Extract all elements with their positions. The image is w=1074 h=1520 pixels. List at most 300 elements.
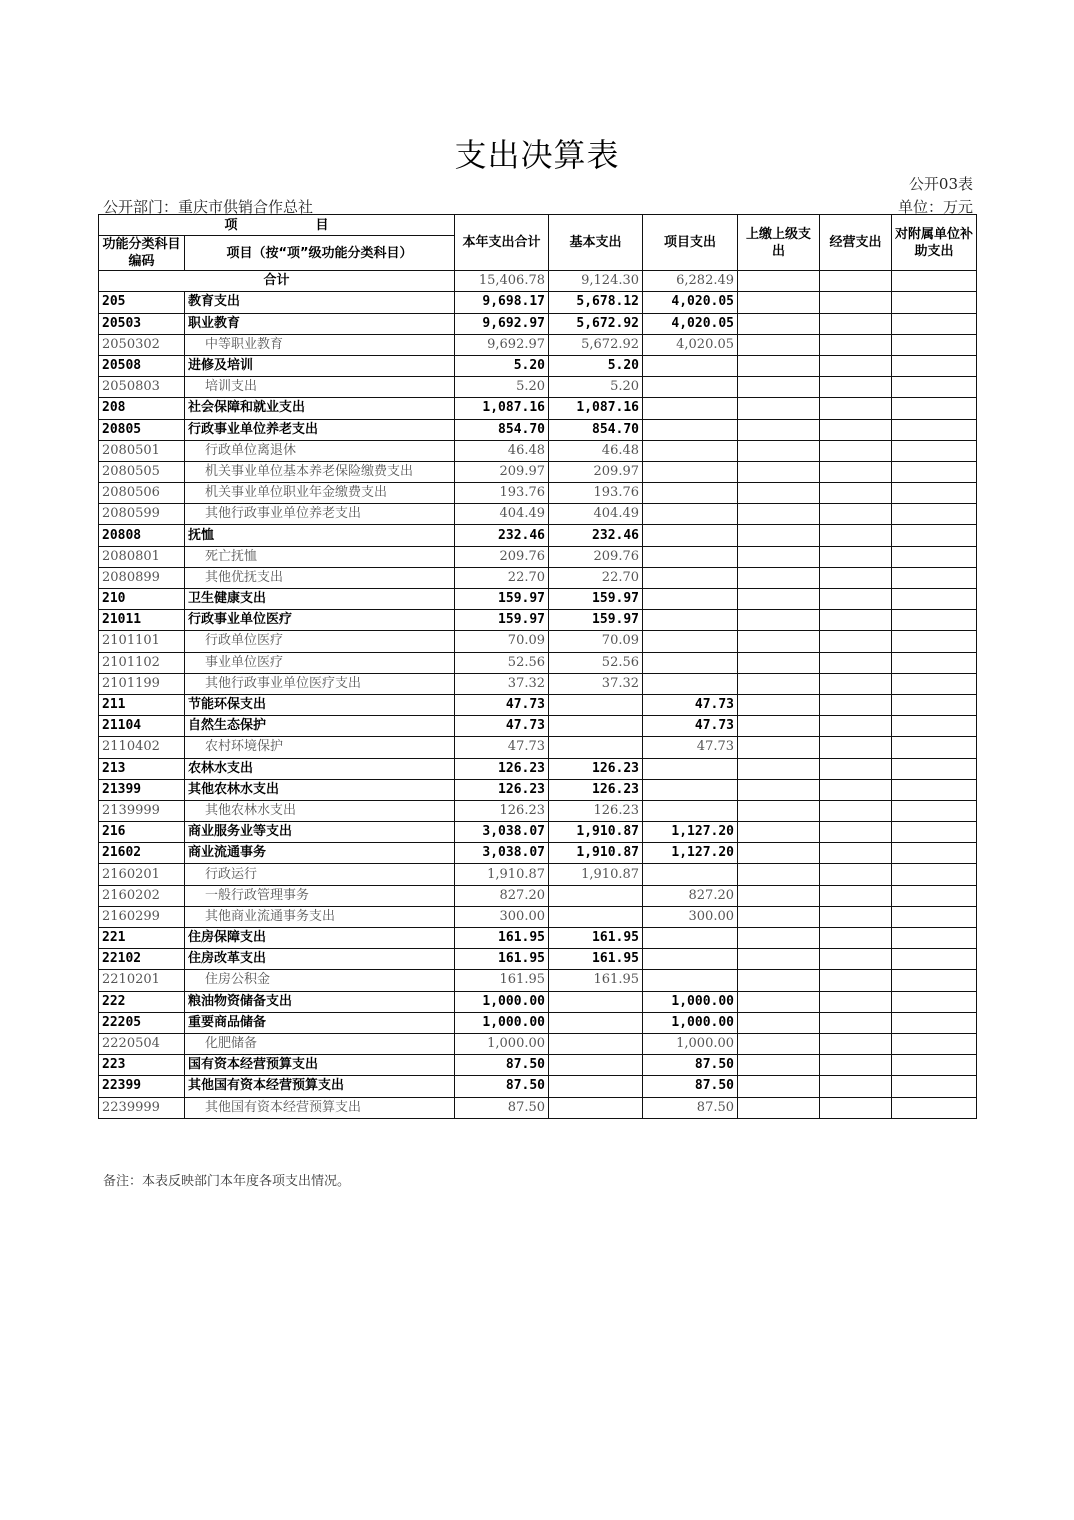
row-name: 其他商业流通事务支出 <box>185 906 455 927</box>
row-project: 87.50 <box>643 1097 738 1118</box>
row-name: 抚恤 <box>185 525 455 546</box>
row-upper <box>738 652 820 673</box>
row-total: 47.73 <box>455 716 549 737</box>
row-name: 中等职业教育 <box>185 334 455 355</box>
row-business <box>820 652 892 673</box>
row-subsidy <box>892 334 977 355</box>
row-subsidy <box>892 885 977 906</box>
row-subsidy <box>892 716 977 737</box>
table-row <box>99 716 977 737</box>
row-name: 死亡抚恤 <box>185 546 455 567</box>
row-code: 222 <box>99 991 185 1012</box>
row-subsidy <box>892 292 977 313</box>
row-total: 1,000.00 <box>455 991 549 1012</box>
total-total: 15,406.78 <box>455 271 549 292</box>
row-name: 农林水支出 <box>185 758 455 779</box>
row-subsidy <box>892 928 977 949</box>
row-project: 300.00 <box>643 906 738 927</box>
row-project <box>643 419 738 440</box>
row-business <box>820 1097 892 1118</box>
row-name: 行政事业单位养老支出 <box>185 419 455 440</box>
row-upper <box>738 355 820 376</box>
row-business <box>820 313 892 334</box>
row-name: 其他优抚支出 <box>185 567 455 588</box>
row-total: 1,087.16 <box>455 398 549 419</box>
row-code: 20508 <box>99 355 185 376</box>
row-upper <box>738 1033 820 1054</box>
row-name: 其他行政事业单位医疗支出 <box>185 673 455 694</box>
row-total: 87.50 <box>455 1097 549 1118</box>
row-basic <box>549 1055 643 1076</box>
row-project <box>643 949 738 970</box>
row-upper <box>738 864 820 885</box>
row-project <box>643 504 738 525</box>
row-total: 5.20 <box>455 377 549 398</box>
row-name: 一般行政管理事务 <box>185 885 455 906</box>
row-basic <box>549 694 643 715</box>
row-basic <box>549 1076 643 1097</box>
row-business <box>820 800 892 821</box>
row-code: 22102 <box>99 949 185 970</box>
row-code: 211 <box>99 694 185 715</box>
row-name: 农村环境保护 <box>185 737 455 758</box>
row-basic: 5,672.92 <box>549 313 643 334</box>
row-project: 47.73 <box>643 737 738 758</box>
table-row <box>99 1076 977 1097</box>
row-total: 47.73 <box>455 737 549 758</box>
row-business <box>820 504 892 525</box>
row-code: 20805 <box>99 419 185 440</box>
table-row <box>99 419 977 440</box>
row-subsidy <box>892 864 977 885</box>
row-upper <box>738 906 820 927</box>
row-name: 社会保障和就业支出 <box>185 398 455 419</box>
row-business <box>820 906 892 927</box>
row-subsidy <box>892 589 977 610</box>
row-total: 70.09 <box>455 631 549 652</box>
row-code: 208 <box>99 398 185 419</box>
row-basic: 22.70 <box>549 567 643 588</box>
row-subsidy <box>892 906 977 927</box>
row-name: 其他农林水支出 <box>185 779 455 800</box>
row-upper <box>738 970 820 991</box>
row-name: 商业服务业等支出 <box>185 822 455 843</box>
row-basic: 1,910.87 <box>549 864 643 885</box>
row-project <box>643 779 738 800</box>
row-business <box>820 377 892 398</box>
row-basic: 5,672.92 <box>549 334 643 355</box>
row-code: 2050302 <box>99 334 185 355</box>
row-basic <box>549 885 643 906</box>
row-basic <box>549 1033 643 1054</box>
row-project <box>643 970 738 991</box>
row-code: 2101102 <box>99 652 185 673</box>
table-row <box>99 970 977 991</box>
row-basic: 404.49 <box>549 504 643 525</box>
row-business <box>820 610 892 631</box>
row-business <box>820 1076 892 1097</box>
row-business <box>820 716 892 737</box>
header-subsidy: 对附属单位补助支出 <box>892 215 977 271</box>
row-business <box>820 694 892 715</box>
table-row <box>99 377 977 398</box>
row-project: 4,020.05 <box>643 334 738 355</box>
row-basic: 5,678.12 <box>549 292 643 313</box>
row-upper <box>738 843 820 864</box>
header-business: 经营支出 <box>820 215 892 271</box>
row-subsidy <box>892 398 977 419</box>
row-business <box>820 1012 892 1033</box>
row-upper <box>738 292 820 313</box>
row-subsidy <box>892 694 977 715</box>
row-project: 1,127.20 <box>643 843 738 864</box>
table-row <box>99 567 977 588</box>
row-upper <box>738 313 820 334</box>
row-business <box>820 292 892 313</box>
row-basic: 161.95 <box>549 949 643 970</box>
total-business <box>820 271 892 292</box>
row-code: 21602 <box>99 843 185 864</box>
row-subsidy <box>892 970 977 991</box>
row-code: 205 <box>99 292 185 313</box>
row-project: 1,127.20 <box>643 822 738 843</box>
row-basic: 1,910.87 <box>549 843 643 864</box>
row-subsidy <box>892 504 977 525</box>
row-project <box>643 355 738 376</box>
row-subsidy <box>892 419 977 440</box>
table-row <box>99 334 977 355</box>
row-basic: 5.20 <box>549 355 643 376</box>
row-name: 卫生健康支出 <box>185 589 455 610</box>
row-name: 重要商品储备 <box>185 1012 455 1033</box>
row-name: 节能环保支出 <box>185 694 455 715</box>
row-upper <box>738 440 820 461</box>
row-business <box>820 419 892 440</box>
row-business <box>820 355 892 376</box>
row-basic: 159.97 <box>549 610 643 631</box>
row-business <box>820 398 892 419</box>
row-business <box>820 546 892 567</box>
row-code: 2110402 <box>99 737 185 758</box>
row-project <box>643 610 738 631</box>
total-row <box>99 271 977 292</box>
table-row <box>99 694 977 715</box>
row-upper <box>738 673 820 694</box>
row-code: 2050803 <box>99 377 185 398</box>
row-name: 住房保障支出 <box>185 928 455 949</box>
table-row <box>99 504 977 525</box>
row-project <box>643 928 738 949</box>
row-subsidy <box>892 546 977 567</box>
row-total: 87.50 <box>455 1076 549 1097</box>
row-code: 2080599 <box>99 504 185 525</box>
row-basic: 161.95 <box>549 928 643 949</box>
table-row <box>99 610 977 631</box>
row-subsidy <box>892 991 977 1012</box>
row-total: 47.73 <box>455 694 549 715</box>
row-code: 2080899 <box>99 567 185 588</box>
row-basic: 126.23 <box>549 758 643 779</box>
row-project <box>643 567 738 588</box>
row-upper <box>738 610 820 631</box>
row-upper <box>738 1012 820 1033</box>
table-row <box>99 525 977 546</box>
row-total: 161.95 <box>455 928 549 949</box>
row-name: 其他行政事业单位养老支出 <box>185 504 455 525</box>
row-subsidy <box>892 355 977 376</box>
row-business <box>820 1033 892 1054</box>
row-code: 2080501 <box>99 440 185 461</box>
total-basic: 9,124.30 <box>549 271 643 292</box>
table-row <box>99 800 977 821</box>
table-row <box>99 461 977 482</box>
row-upper <box>738 694 820 715</box>
row-business <box>820 334 892 355</box>
table-row <box>99 949 977 970</box>
row-subsidy <box>892 779 977 800</box>
row-business <box>820 970 892 991</box>
row-upper <box>738 483 820 504</box>
row-basic: 52.56 <box>549 652 643 673</box>
row-subsidy <box>892 673 977 694</box>
table-row <box>99 652 977 673</box>
row-project <box>643 589 738 610</box>
row-total: 126.23 <box>455 758 549 779</box>
row-upper <box>738 779 820 800</box>
row-project: 47.73 <box>643 716 738 737</box>
row-project <box>643 483 738 504</box>
row-name: 粮油物资储备支出 <box>185 991 455 1012</box>
row-upper <box>738 525 820 546</box>
row-code: 221 <box>99 928 185 949</box>
row-total: 854.70 <box>455 419 549 440</box>
row-total: 209.76 <box>455 546 549 567</box>
row-total: 126.23 <box>455 800 549 821</box>
row-total: 159.97 <box>455 610 549 631</box>
table-row <box>99 864 977 885</box>
row-subsidy <box>892 652 977 673</box>
row-total: 159.97 <box>455 589 549 610</box>
row-subsidy <box>892 1076 977 1097</box>
row-business <box>820 461 892 482</box>
table-row <box>99 355 977 376</box>
table-row <box>99 673 977 694</box>
row-subsidy <box>892 1055 977 1076</box>
row-upper <box>738 1076 820 1097</box>
table-row <box>99 843 977 864</box>
row-project: 4,020.05 <box>643 313 738 334</box>
row-project: 87.50 <box>643 1055 738 1076</box>
row-basic: 159.97 <box>549 589 643 610</box>
row-name: 其他国有资本经营预算支出 <box>185 1076 455 1097</box>
row-basic: 126.23 <box>549 779 643 800</box>
row-business <box>820 758 892 779</box>
row-subsidy <box>892 483 977 504</box>
row-project: 47.73 <box>643 694 738 715</box>
row-code: 2160202 <box>99 885 185 906</box>
header-basic: 基本支出 <box>549 215 643 271</box>
row-name: 职业教育 <box>185 313 455 334</box>
row-name: 进修及培训 <box>185 355 455 376</box>
total-subsidy <box>892 271 977 292</box>
row-project: 827.20 <box>643 885 738 906</box>
table-row <box>99 1097 977 1118</box>
table-row <box>99 991 977 1012</box>
row-basic: 161.95 <box>549 970 643 991</box>
row-name: 行政单位离退休 <box>185 440 455 461</box>
row-project: 87.50 <box>643 1076 738 1097</box>
row-business <box>820 991 892 1012</box>
row-name: 商业流通事务 <box>185 843 455 864</box>
row-business <box>820 673 892 694</box>
row-code: 2080506 <box>99 483 185 504</box>
row-basic: 1,910.87 <box>549 822 643 843</box>
row-code: 210 <box>99 589 185 610</box>
total-project: 6,282.49 <box>643 271 738 292</box>
row-basic: 209.97 <box>549 461 643 482</box>
row-code: 2160201 <box>99 864 185 885</box>
row-business <box>820 949 892 970</box>
row-upper <box>738 1055 820 1076</box>
header-upper: 上缴上级支出 <box>738 215 820 271</box>
table-row <box>99 928 977 949</box>
row-project <box>643 398 738 419</box>
row-code: 2139999 <box>99 800 185 821</box>
row-total: 52.56 <box>455 652 549 673</box>
row-upper <box>738 737 820 758</box>
row-subsidy <box>892 525 977 546</box>
row-basic: 126.23 <box>549 800 643 821</box>
row-upper <box>738 546 820 567</box>
row-total: 9,698.17 <box>455 292 549 313</box>
row-name: 其他国有资本经营预算支出 <box>185 1097 455 1118</box>
row-basic <box>549 991 643 1012</box>
row-subsidy <box>892 461 977 482</box>
table-row <box>99 440 977 461</box>
row-code: 2239999 <box>99 1097 185 1118</box>
row-subsidy <box>892 843 977 864</box>
row-subsidy <box>892 313 977 334</box>
row-project <box>643 652 738 673</box>
table-row <box>99 313 977 334</box>
row-subsidy <box>892 737 977 758</box>
row-upper <box>738 567 820 588</box>
total-upper <box>738 271 820 292</box>
row-subsidy <box>892 758 977 779</box>
row-basic <box>549 1012 643 1033</box>
row-total: 9,692.97 <box>455 313 549 334</box>
row-name: 事业单位医疗 <box>185 652 455 673</box>
row-total: 404.49 <box>455 504 549 525</box>
row-code: 22399 <box>99 1076 185 1097</box>
row-project: 1,000.00 <box>643 1012 738 1033</box>
row-project <box>643 440 738 461</box>
row-upper <box>738 589 820 610</box>
row-project <box>643 631 738 652</box>
row-upper <box>738 800 820 821</box>
row-code: 2101101 <box>99 631 185 652</box>
row-basic: 70.09 <box>549 631 643 652</box>
row-basic: 1,087.16 <box>549 398 643 419</box>
row-code: 2080505 <box>99 461 185 482</box>
row-business <box>820 567 892 588</box>
row-code: 223 <box>99 1055 185 1076</box>
row-business <box>820 822 892 843</box>
table-row <box>99 589 977 610</box>
table-row <box>99 483 977 504</box>
row-total: 161.95 <box>455 949 549 970</box>
row-code: 2210201 <box>99 970 185 991</box>
row-subsidy <box>892 631 977 652</box>
row-basic: 5.20 <box>549 377 643 398</box>
row-total: 209.97 <box>455 461 549 482</box>
row-basic: 232.46 <box>549 525 643 546</box>
row-total: 232.46 <box>455 525 549 546</box>
row-upper <box>738 461 820 482</box>
unit-label: 单位：万元 <box>897 198 973 216</box>
row-total: 5.20 <box>455 355 549 376</box>
row-business <box>820 483 892 504</box>
row-total: 1,000.00 <box>455 1033 549 1054</box>
row-upper <box>738 758 820 779</box>
table-row <box>99 546 977 567</box>
row-project <box>643 461 738 482</box>
row-basic <box>549 906 643 927</box>
row-name: 行政事业单位医疗 <box>185 610 455 631</box>
row-name: 培训支出 <box>185 377 455 398</box>
row-subsidy <box>892 377 977 398</box>
row-subsidy <box>892 822 977 843</box>
row-name: 国有资本经营预算支出 <box>185 1055 455 1076</box>
row-business <box>820 885 892 906</box>
row-code: 21011 <box>99 610 185 631</box>
row-upper <box>738 928 820 949</box>
row-business <box>820 525 892 546</box>
row-business <box>820 737 892 758</box>
row-code: 2080801 <box>99 546 185 567</box>
row-business <box>820 779 892 800</box>
row-total: 46.48 <box>455 440 549 461</box>
row-project: 1,000.00 <box>643 1033 738 1054</box>
row-upper <box>738 377 820 398</box>
row-upper <box>738 1097 820 1118</box>
header-project: 项目支出 <box>643 215 738 271</box>
table-row <box>99 822 977 843</box>
row-business <box>820 631 892 652</box>
row-total: 161.95 <box>455 970 549 991</box>
row-upper <box>738 991 820 1012</box>
row-code: 2101199 <box>99 673 185 694</box>
table-row <box>99 1033 977 1054</box>
row-upper <box>738 716 820 737</box>
row-code: 21399 <box>99 779 185 800</box>
department-label: 公开部门：重庆市供销合作总社 <box>103 198 314 216</box>
header-code: 功能分类科目编码 <box>99 236 185 271</box>
row-code: 216 <box>99 822 185 843</box>
row-name: 其他农林水支出 <box>185 800 455 821</box>
row-code: 20808 <box>99 525 185 546</box>
row-name: 教育支出 <box>185 292 455 313</box>
row-project <box>643 673 738 694</box>
row-name: 机关事业单位职业年金缴费支出 <box>185 483 455 504</box>
row-business <box>820 440 892 461</box>
row-subsidy <box>892 567 977 588</box>
table-row <box>99 737 977 758</box>
row-subsidy <box>892 1097 977 1118</box>
row-basic <box>549 716 643 737</box>
header-item-group: 项 目 <box>99 215 455 236</box>
row-total: 193.76 <box>455 483 549 504</box>
